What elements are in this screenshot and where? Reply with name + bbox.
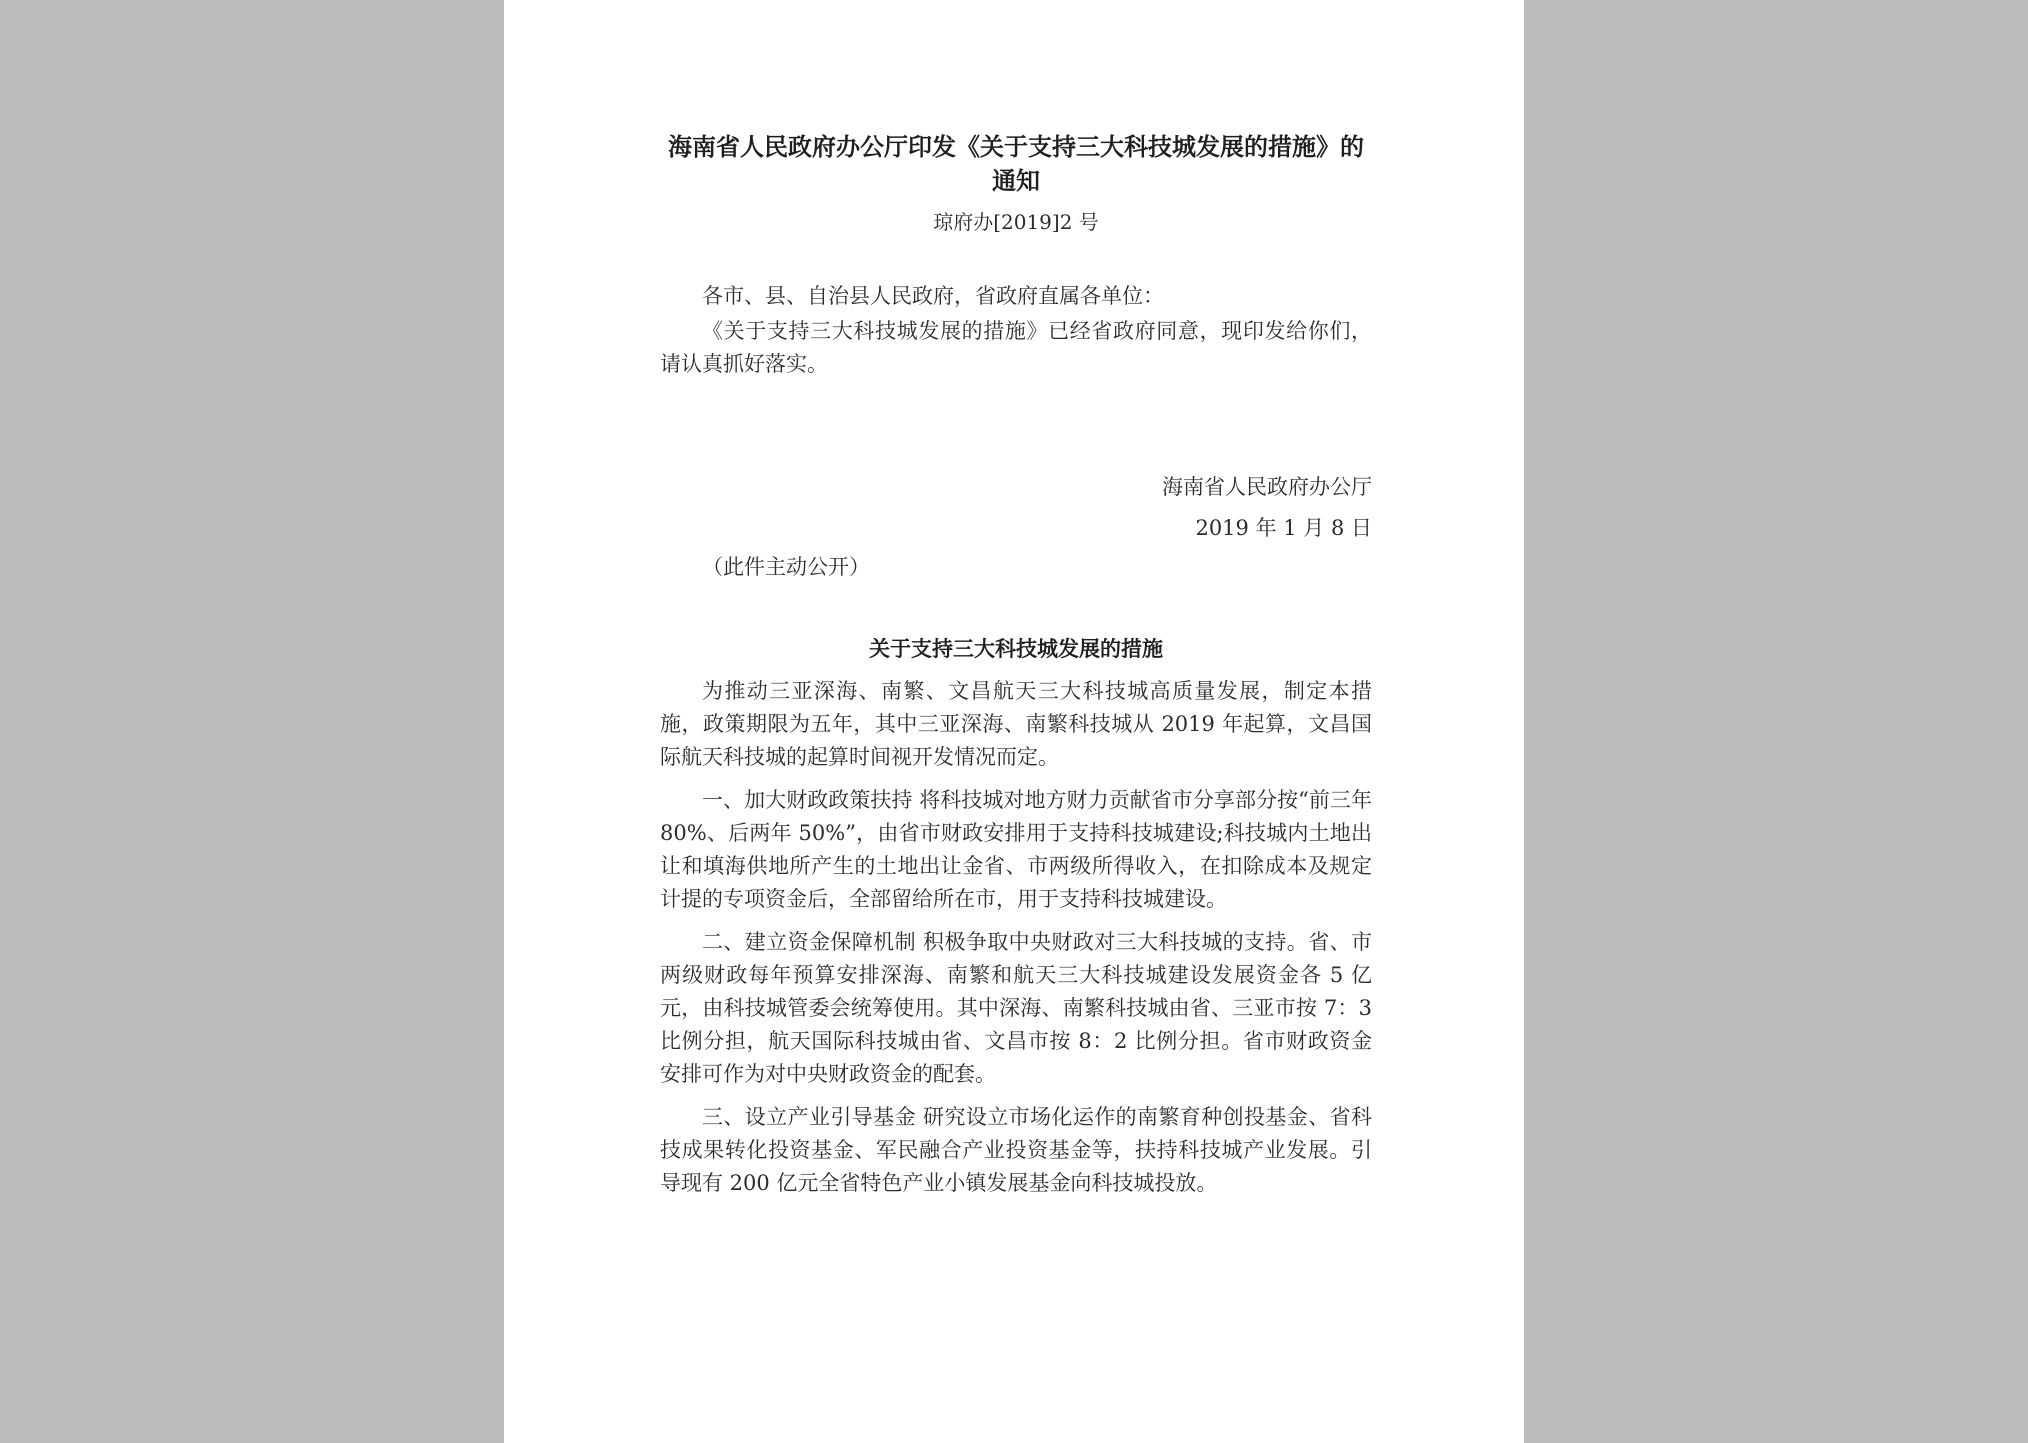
measures-paragraph-3: 三、设立产业引导基金 研究设立市场化运作的南繁育种创投基金、省科技成果转化投资基金、军民融合产业投资基金等，扶持科技城产业发展。引导现有 200 亿元全省特色产业小镇发展基金向科技城投放。 — [660, 1105, 1372, 1195]
measures-paragraph-2: 二、建立资金保障机制 积极争取中央财政对三大科技城的支持。省、市两级财政每年预算安排深海、南繁和航天三大科技城建设发展资金各 5 亿元，由科技城管委会统筹使用。其中深海、南繁科技城由省、三亚市按 7：3 比例分担，航天国际科技城由省、文昌市按 8：2 比例分担。省市财政资金安排可作为对中央财政资金的配套。 — [660, 930, 1372, 1086]
issuer-signature: 海南省人民政府办公厅 — [1162, 475, 1372, 499]
document-page — [504, 0, 1524, 1443]
document-content — [660, 130, 1372, 1200]
measures-title: 关于支持三大科技城发展的措施 — [869, 636, 1163, 661]
measures-paragraph-1: 一、加大财政政策扶持 将科技城对地方财力贡献省市分享部分按“前三年 80%、后两年 50%”，由省市财政安排用于支持科技城建设;科技城内土地出让和填海供地所产生的土地出让金省、市两级所得收入，在扣除成本及规定计提的专项资金后，全部留给所在市，用于支持科技城建设。 — [660, 788, 1372, 911]
notice-body: 《关于支持三大科技城发展的措施》已经省政府同意，现印发给你们，请认真抓好落实。 — [660, 319, 1372, 376]
salutation: 各市、县、自治县人民政府，省政府直属各单位： — [702, 284, 1164, 308]
document-number: 琼府办[2019]2 号 — [933, 210, 1099, 234]
notice-title: 海南省人民政府办公厅印发《关于支持三大科技城发展的措施》的通知 — [668, 132, 1364, 195]
disclosure-note: （此件主动公开） — [702, 555, 870, 579]
measures-paragraph-intro: 为推动三亚深海、南繁、文昌航天三大科技城高质量发展，制定本措施，政策期限为五年，其中三亚深海、南繁科技城从 2019 年起算，文昌国际航天科技城的起算时间视开发情况而定。 — [660, 679, 1372, 769]
issue-date: 2019 年 1 月 8 日 — [1195, 516, 1372, 540]
